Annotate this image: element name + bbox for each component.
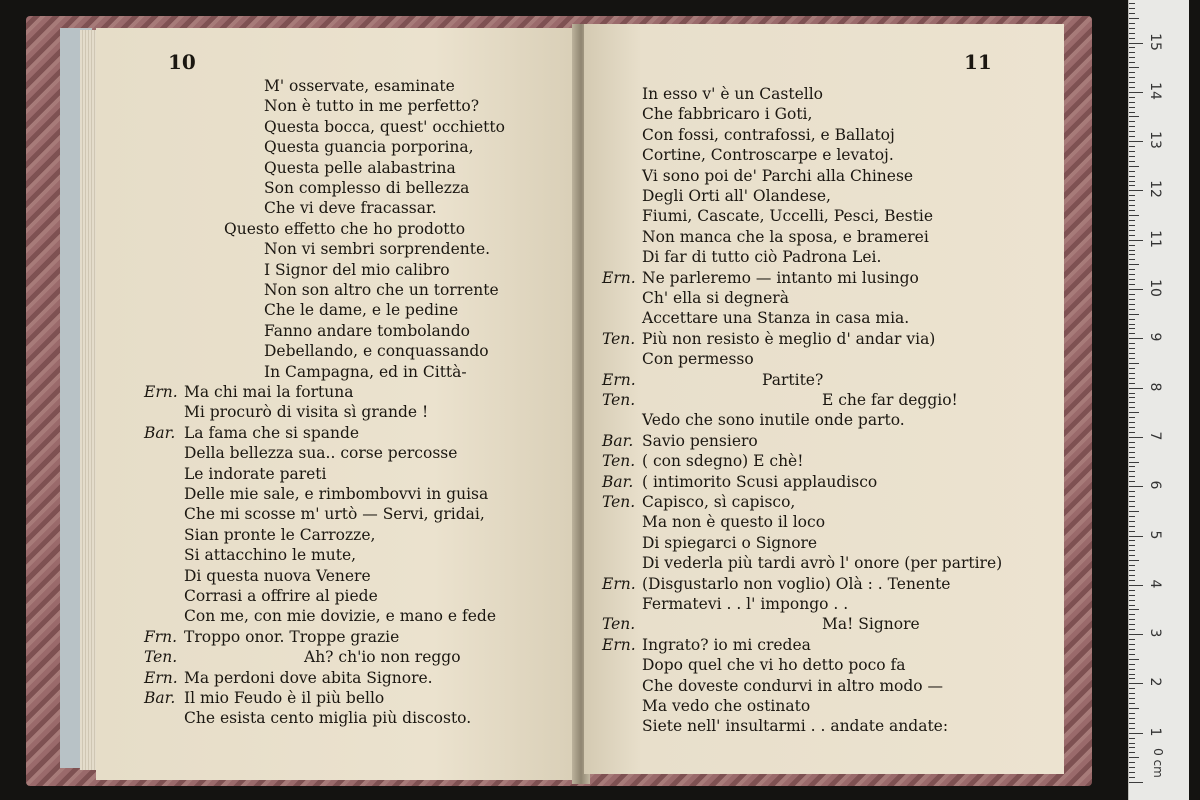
ruler-number: 9 (1147, 332, 1163, 342)
ruler-tick (1129, 185, 1135, 186)
verse-line: Con permesso (642, 350, 754, 369)
ruler-tick (1129, 62, 1135, 63)
ruler-tick (1129, 496, 1135, 497)
ruler-tick (1129, 590, 1135, 591)
ruler-tick (1129, 368, 1135, 369)
ruler-tick (1129, 304, 1135, 305)
ruler-number: 7 (1147, 431, 1163, 441)
ruler-tick (1129, 723, 1135, 724)
verse-line: Troppo onor. Troppe grazie (184, 627, 400, 646)
ruler-tick (1129, 240, 1143, 241)
speaker-label: Ern. (602, 370, 636, 389)
ruler-tick (1129, 205, 1135, 206)
speaker-label: Ten. (144, 648, 178, 667)
ruler-tick (1129, 28, 1135, 29)
verse-line: Che fabbricaro i Goti, (642, 105, 813, 124)
ruler-tick (1129, 417, 1135, 418)
ruler-tick (1129, 299, 1135, 300)
verse-line: Fermatevi . . l' impongo . . (642, 595, 849, 613)
verse-line: Di far di tutto ciò Padrona Lei. (642, 248, 882, 267)
ruler-tick (1129, 166, 1139, 167)
ruler-tick (1129, 762, 1135, 763)
verse-line: Questa pelle alabastrina (264, 158, 456, 177)
ruler-tick (1129, 161, 1135, 162)
ruler-tick (1129, 348, 1135, 349)
ruler-tick (1129, 259, 1135, 260)
ruler-number: 2 (1147, 677, 1163, 687)
verse-line: Siete nell' insultarmi . . andate andate: (642, 717, 949, 736)
verse-line: Degli Orti all' Olandese, (642, 187, 831, 205)
ruler-tick (1129, 47, 1135, 48)
ruler-tick (1129, 452, 1135, 453)
ruler-tick (1129, 531, 1135, 532)
ruler-tick (1129, 427, 1135, 428)
ruler-tick (1129, 442, 1135, 443)
ruler-tick (1129, 358, 1135, 359)
verse-line: Questa guancia porporina, (264, 138, 474, 157)
ruler-tick (1129, 294, 1135, 295)
ruler-tick (1129, 146, 1135, 147)
ruler-tick (1129, 383, 1135, 384)
ruler-tick (1129, 412, 1139, 413)
verse-line: Savio pensiero (642, 431, 758, 450)
verse-line: Non manca che la sposa, e bramerei (642, 227, 929, 246)
verse-line: ( intimorito Scusi applaudisco (642, 472, 878, 491)
ruler-tick (1129, 619, 1135, 620)
ruler-tick (1129, 131, 1135, 132)
verse-line: Delle mie sale, e rimbombovvi in guisa (184, 485, 489, 503)
ruler-tick (1129, 555, 1135, 556)
ruler-tick (1129, 87, 1135, 88)
ruler-tick (1129, 688, 1135, 689)
ruler-tick (1129, 511, 1139, 512)
speaker-label: Ten. (602, 493, 636, 511)
ruler-tick (1129, 13, 1135, 14)
ruler-tick (1129, 654, 1135, 655)
ruler-tick (1129, 521, 1135, 522)
ruler-tick (1129, 151, 1135, 152)
verse-line: Mi procurò di visita sì grande ! (184, 403, 429, 422)
ruler-tick (1129, 767, 1135, 768)
ruler-tick (1129, 284, 1135, 285)
verse-line: Debellando, e conquassando (264, 342, 489, 361)
ruler-tick (1129, 363, 1139, 364)
ruler-tick (1129, 609, 1139, 610)
speaker-label: Ern. (602, 574, 636, 593)
ruler-tick (1129, 220, 1135, 221)
ruler-tick (1129, 397, 1135, 398)
ruler-tick (1129, 600, 1135, 601)
ruler-tick (1129, 136, 1135, 137)
ruler-tick (1129, 92, 1143, 93)
ruler-tick (1129, 462, 1139, 463)
speaker-label: Frn. (144, 627, 178, 646)
ruler-tick (1129, 698, 1135, 699)
verse-line: In esso v' è un Castello (642, 85, 824, 103)
ruler-tick (1129, 506, 1135, 507)
ruler-tick (1129, 703, 1135, 704)
verse-line: ( con sdegno) E chè! (642, 452, 804, 471)
ruler-number: 5 (1147, 530, 1163, 539)
speaker-label: Bar. (602, 472, 634, 491)
ruler-tick (1129, 279, 1135, 280)
verse-line: Ma perdoni dove abita Signore. (184, 668, 433, 687)
ruler-tick (1129, 230, 1135, 231)
ruler-tick (1129, 738, 1135, 739)
ruler-tick (1129, 743, 1135, 744)
verse-line: Capisco, sì capisco, (642, 493, 796, 511)
verse-line: Fiumi, Cascate, Uccelli, Pesci, Bestie (642, 207, 933, 226)
verse-line: Più non resisto è meglio d' andar via) (642, 329, 936, 348)
measuring-ruler (1128, 0, 1189, 800)
ruler-tick (1129, 777, 1135, 778)
ruler-tick (1129, 683, 1143, 684)
ruler-tick (1129, 757, 1139, 758)
verse-line: Ma non è questo il loco (642, 513, 826, 532)
verse-line: Corrasi a offrire al piede (184, 587, 378, 605)
ruler-tick (1129, 457, 1135, 458)
ruler-tick (1129, 728, 1135, 729)
speaker-label: Ten. (602, 391, 636, 409)
ruler-tick (1129, 141, 1143, 142)
ruler-tick (1129, 639, 1135, 640)
left-page (96, 28, 578, 780)
ruler-tick (1129, 407, 1135, 408)
ruler-tick (1129, 97, 1135, 98)
ruler-tick (1129, 156, 1135, 157)
ruler-number: 11 (1147, 229, 1163, 248)
ruler-tick (1129, 245, 1135, 246)
ruler-tick (1129, 319, 1135, 320)
speaker-label: Ten. (602, 615, 636, 634)
verse-line: Si attacchino le mute, (184, 546, 357, 565)
ruler-tick (1129, 3, 1135, 4)
verse-line: Questa bocca, quest' occhietto (264, 117, 505, 136)
ruler-tick (1129, 471, 1135, 472)
ruler-number: 14 (1147, 81, 1163, 100)
verse-line: Dopo quel che vi ho detto poco fa (642, 656, 906, 675)
ruler-tick (1129, 77, 1135, 78)
ruler-tick (1129, 550, 1135, 551)
ruler-tick (1129, 328, 1135, 329)
ruler-tick (1129, 624, 1135, 625)
ruler-tick (1129, 388, 1143, 389)
verse-line: Non è tutto in me perfetto? (264, 97, 480, 116)
verse-line: Accettare una Stanza in casa mia. (642, 309, 910, 328)
ruler-tick (1129, 72, 1135, 73)
ruler-tick (1129, 536, 1143, 537)
verse-line: Che mi scosse m' urtò — Servi, gridai, (184, 505, 485, 524)
ruler-tick (1129, 309, 1135, 310)
ruler-tick (1129, 343, 1135, 344)
verse-line: Vedo che sono inutile onde parto. (642, 411, 905, 430)
ruler-tick (1129, 254, 1135, 255)
ruler-tick (1129, 215, 1139, 216)
ruler-tick (1129, 82, 1135, 83)
ruler-tick (1129, 176, 1135, 177)
ruler-tick (1129, 466, 1135, 467)
verse-line: Fanno andare tombolando (264, 321, 471, 340)
ruler-tick (1129, 772, 1135, 773)
verse-line: Che doveste condurvi in altro modo — (642, 676, 944, 695)
ruler-tick (1129, 678, 1135, 679)
ruler-tick (1129, 605, 1135, 606)
ruler-tick (1129, 575, 1135, 576)
verse-line: Che vi deve fracassar. (264, 199, 437, 218)
ruler-tick (1129, 235, 1135, 236)
verse-line: Che le dame, e le pedine (264, 301, 459, 320)
ruler-tick (1129, 629, 1135, 630)
speaker-label: Ern. (602, 268, 636, 287)
verse-line: Questo effetto che ho prodotto (224, 219, 466, 238)
ruler-tick (1129, 33, 1135, 34)
ruler-tick (1129, 526, 1135, 527)
ruler-unit-label: 0 cm (1150, 748, 1165, 778)
verse-line: Ch' ella si degnerà (642, 289, 789, 307)
verse-line: Ma chi mai la fortuna (184, 383, 354, 401)
ruler-tick (1129, 718, 1135, 719)
verse-line: Che esista cento miglia più discosto. (184, 709, 472, 728)
ruler-tick (1129, 580, 1135, 581)
verse-line: Le indorate pareti (184, 464, 327, 483)
verse-line: Di spiegarci o Signore (642, 533, 818, 552)
verse-line: La fama che si spande (184, 423, 360, 442)
ruler-tick (1129, 338, 1143, 339)
verse-line: Partite? (762, 370, 824, 389)
ruler-tick (1129, 422, 1135, 423)
verse-line: Ne parleremo — intanto mi lusingo (642, 268, 919, 287)
ruler-tick (1129, 540, 1135, 541)
verse-line: Son complesso di bellezza (264, 179, 470, 197)
ruler-tick (1129, 486, 1143, 487)
ruler-number: 6 (1147, 480, 1163, 490)
verse-line: Di questa nuova Venere (184, 566, 371, 585)
verse-line: Con fossi, contrafossi, e Ballatoj (642, 125, 895, 144)
ruler-tick (1129, 402, 1135, 403)
speaker-label: Bar. (144, 689, 176, 707)
verse-line: Di vederla più tardi avrò l' onore (per partire) (642, 554, 1003, 573)
ruler-tick (1129, 585, 1143, 586)
speaker-label: Ten. (602, 452, 636, 471)
ruler-tick (1129, 644, 1135, 645)
page-number-left: 10 (168, 50, 196, 74)
speaker-label: Bar. (602, 431, 634, 450)
speaker-label: Ern. (602, 635, 636, 654)
ruler-tick (1129, 250, 1135, 251)
ruler-tick (1129, 373, 1135, 374)
ruler-tick (1129, 107, 1135, 108)
verse-line: Non son altro che un torrente (264, 281, 499, 299)
ruler-tick (1129, 195, 1135, 196)
ruler-tick (1129, 747, 1135, 748)
ruler-tick (1129, 102, 1135, 103)
ruler-number: 13 (1147, 131, 1163, 149)
ruler-tick (1129, 437, 1143, 438)
ruler-tick (1129, 121, 1135, 122)
verse-line: In Campagna, ed in Città- (264, 362, 467, 381)
ruler-tick (1129, 664, 1135, 665)
ruler-tick (1129, 314, 1139, 315)
ruler-tick (1129, 708, 1139, 709)
ruler-tick (1129, 112, 1135, 113)
ruler-tick (1129, 67, 1139, 68)
verse-line: I Signor del mio calibro (264, 260, 450, 279)
ruler-tick (1129, 190, 1143, 191)
ruler-tick (1129, 669, 1135, 670)
ruler-tick (1129, 324, 1135, 325)
ruler-tick (1129, 545, 1135, 546)
ruler-tick (1129, 595, 1135, 596)
verse-line: (Disgustarlo non voglio) Olà : . Tenente (642, 574, 951, 593)
ruler-tick (1129, 200, 1135, 201)
ruler-tick (1129, 57, 1135, 58)
ruler-tick (1129, 481, 1135, 482)
right-page (584, 24, 1064, 774)
ruler-number: 4 (1147, 579, 1163, 589)
ruler-tick (1129, 333, 1135, 334)
ruler-tick (1129, 560, 1139, 561)
verse-line: E che far deggio! (822, 391, 958, 409)
ruler-tick (1129, 181, 1135, 182)
verse-line: Ah? ch'io non reggo (304, 648, 461, 667)
ruler-tick (1129, 733, 1143, 734)
ruler-tick (1129, 693, 1135, 694)
ruler-tick (1129, 126, 1135, 127)
verse-line: Sian pronte le Carrozze, (184, 525, 376, 544)
ruler-tick (1129, 38, 1135, 39)
verse-line: Vi sono poi de' Parchi alla Chinese (642, 166, 914, 185)
ruler-tick (1129, 18, 1139, 19)
ruler-number: 3 (1147, 628, 1163, 638)
ruler-tick (1129, 23, 1135, 24)
ruler-tick (1129, 674, 1135, 675)
ruler-tick (1129, 171, 1135, 172)
ruler-number: 10 (1147, 279, 1163, 297)
ruler-tick (1129, 52, 1135, 53)
verse-line: Cortine, Controscarpe e levatoj. (642, 146, 894, 165)
ruler-tick (1129, 476, 1135, 477)
speaker-label: Bar. (144, 423, 176, 442)
ruler-number: 15 (1147, 32, 1163, 51)
ruler-tick (1129, 225, 1135, 226)
verse-line: M' osservate, esaminate (264, 77, 455, 95)
ruler-tick (1129, 116, 1139, 117)
ruler-tick (1129, 501, 1135, 502)
verse-line: Ma vedo che ostinato (642, 697, 811, 715)
ruler-number: 12 (1147, 180, 1163, 199)
ruler-tick (1129, 614, 1135, 615)
ruler-tick (1129, 264, 1139, 265)
ruler-tick (1129, 516, 1135, 517)
verse-line: Non vi sembri sorprendente. (264, 240, 491, 259)
ruler-tick (1129, 752, 1135, 753)
ruler-tick (1129, 289, 1143, 290)
ruler-tick (1129, 565, 1135, 566)
ruler-tick (1129, 634, 1143, 635)
verse-line: Il mio Feudo è il più bello (184, 689, 385, 707)
ruler-number: 1 (1147, 727, 1163, 737)
ruler-tick (1129, 782, 1143, 783)
ruler-tick (1129, 274, 1135, 275)
ruler-tick (1129, 269, 1135, 270)
ruler-tick (1129, 353, 1135, 354)
ruler-tick (1129, 210, 1135, 211)
ruler-tick (1129, 570, 1135, 571)
ruler-tick (1129, 43, 1143, 44)
ruler-tick (1129, 491, 1135, 492)
ruler-number: 8 (1147, 382, 1163, 392)
ruler-tick (1129, 432, 1135, 433)
verse-line: Con me, con mie dovizie, e mano e fede (184, 607, 497, 626)
speaker-label: Ten. (602, 329, 636, 348)
speaker-label: Ern. (144, 383, 178, 401)
ruler-tick (1129, 378, 1135, 379)
page-number-right: 11 (964, 50, 992, 74)
verse-line: Ma! Signore (822, 615, 920, 634)
ruler-tick (1129, 8, 1135, 9)
ruler-tick (1129, 447, 1135, 448)
ruler-tick (1129, 659, 1139, 660)
ruler-tick (1129, 649, 1135, 650)
verse-line: Della bellezza sua.. corse percosse (184, 444, 458, 463)
verse-line: Ingrato? io mi credea (642, 635, 811, 654)
ruler-tick (1129, 393, 1135, 394)
speaker-label: Ern. (144, 668, 178, 687)
ruler-tick (1129, 713, 1135, 714)
